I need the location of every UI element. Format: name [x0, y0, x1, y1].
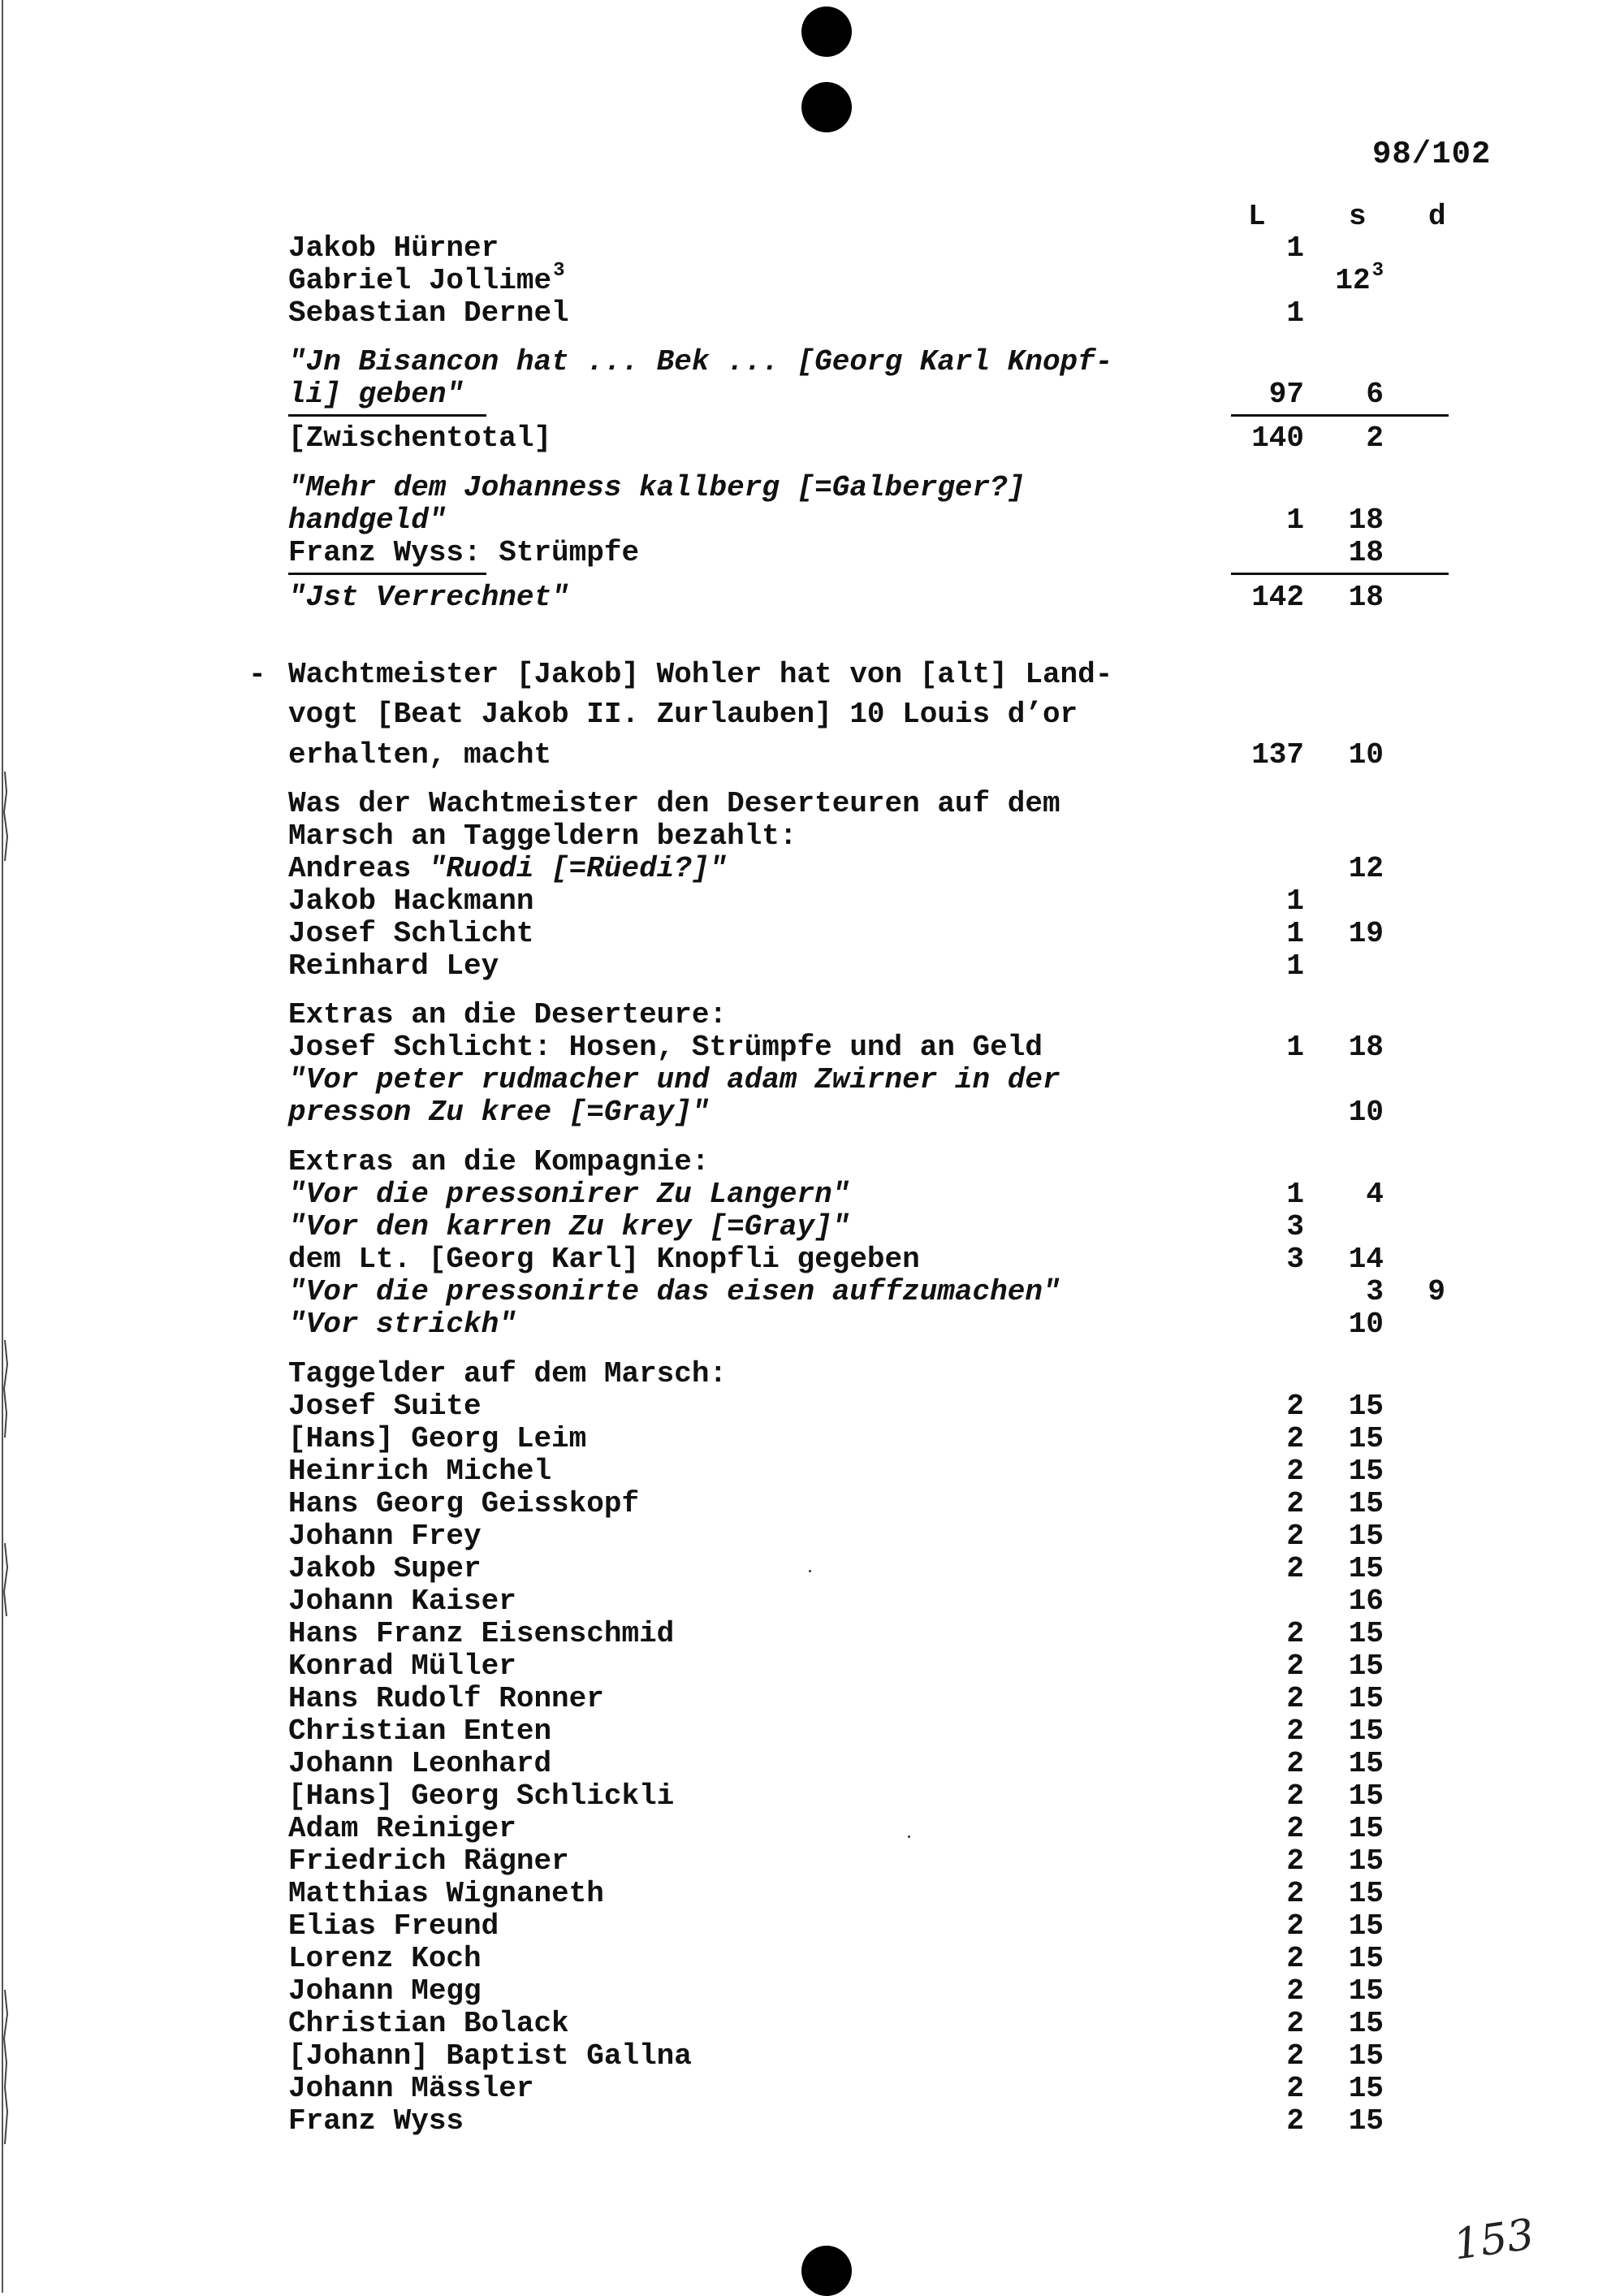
ledger-row: [Johann] Baptist Gallna 2 15	[288, 2039, 1384, 2073]
ledger-row: Christian Bolack 2 15	[288, 2007, 1384, 2040]
ledger-row: Franz Wyss: Strümpfe 18	[288, 536, 1384, 569]
ledger-row: "Vor peter rudmacher und adam Zwirner in der	[288, 1063, 1060, 1096]
ledger-row: Johann Leonhard 2 15	[288, 1747, 1384, 1780]
sum-rule	[1231, 573, 1449, 575]
ledger-row: Franz Wyss 2 15	[288, 2104, 1384, 2138]
ledger-row: Friedrich Rägner 2 15	[288, 1844, 1384, 1878]
sum-rule	[1231, 414, 1449, 417]
ledger-row: Extras an die Deserteure:	[288, 998, 728, 1031]
ledger-row: Hans Georg Geisskopf 2 15	[288, 1487, 1384, 1520]
ledger-row: Adam Reiniger 2 15	[288, 1812, 1384, 1845]
column-header-d: d	[1428, 200, 1446, 233]
ledger-row: - Wachtmeister [Jakob] Wohler hat von [alt] Land-	[248, 658, 1113, 691]
ledger-row: Johann Frey 2 15	[288, 1520, 1384, 1553]
ledger-row: Johann Mässler 2 15	[288, 2072, 1384, 2105]
ledger-row: dem Lt. [Georg Karl] Knopfli gegeben 3 14	[288, 1243, 1384, 1276]
ledger-row: presson Zu kree [=Gray]" 10	[288, 1096, 1384, 1129]
handwritten-folio-number: 153	[1450, 2210, 1537, 2270]
ledger-row: "Vor strickh" 10	[288, 1308, 1384, 1341]
ledger-row: Heinrich Michel 2 15	[288, 1455, 1384, 1488]
ledger-row: Extras an die Kompagnie:	[288, 1145, 710, 1178]
ledger-row: "Vor die pressonirer Zu Langern" 1 4	[288, 1178, 1384, 1211]
ledger-row: erhalten, macht 137 10	[288, 738, 1384, 772]
scan-speck	[809, 1570, 811, 1572]
ledger-row: Was der Wachtmeister den Deserteuren auf dem	[288, 787, 1060, 820]
ledger-row: li] geben" 97 6	[288, 378, 1384, 411]
ledger-row: "Mehr dem Johanness kallberg [=Galberger?]	[288, 471, 1026, 504]
underline-rule	[288, 573, 486, 575]
ledger-row: Christian Enten 2 15	[288, 1714, 1384, 1748]
ledger-row: Johann Kaiser 16	[288, 1585, 1384, 1618]
scan-edge-artifact	[0, 0, 13, 2293]
ledger-row: Lorenz Koch 2 15	[288, 1942, 1384, 1975]
subtotal-row: [Zwischentotal] 140 2	[288, 422, 1384, 455]
punch-hole-top	[801, 6, 852, 57]
ledger-row: Taggelder auf dem Marsch:	[288, 1357, 728, 1390]
ledger-row: Hans Franz Eisenschmid 2 15	[288, 1617, 1384, 1650]
ledger-row: "Vor die pressonirte das eisen auffzumachen" 3 9	[288, 1275, 1445, 1308]
ledger-row: [Hans] Georg Leim 2 15	[288, 1422, 1384, 1455]
ledger-row: Josef Schlicht: Hosen, Strümpfe und an Geld 1 18	[288, 1031, 1384, 1064]
ledger-row: vogt [Beat Jakob II. Zurlauben] 10 Louis d’or	[288, 698, 1078, 731]
total-row: "Jst Verrechnet" 142 18	[288, 581, 1384, 614]
ledger-row: Gabriel Jollime$^3$ $12^3$	[288, 260, 1384, 297]
ledger-row: "Jn Bisancon hat ... Bek ... [Georg Karl Knopf-	[288, 345, 1113, 378]
ledger-row: Jakob Super 2 15	[288, 1552, 1384, 1585]
scan-speck	[908, 1836, 910, 1838]
underline-rule	[288, 414, 486, 417]
ledger-row: Jakob Hackmann 1	[288, 884, 1304, 918]
ledger-row: Reinhard Ley 1	[288, 949, 1304, 983]
ledger-row: "Vor den karren Zu krey [=Gray]" 3	[288, 1210, 1304, 1243]
column-header-l: L	[1248, 200, 1266, 233]
ledger-row: Josef Schlicht 1 19	[288, 917, 1384, 950]
ledger-row: Sebastian Dernel 1	[288, 296, 1304, 330]
ledger-row: [Hans] Georg Schlickli 2 15	[288, 1779, 1384, 1813]
ledger-row: handgeld" 1 18	[288, 504, 1384, 537]
page-number: 98/102	[1372, 136, 1492, 172]
ledger-row: Jakob Hürner 1	[288, 231, 1304, 265]
ledger-row: Marsch an Taggeldern bezahlt:	[288, 819, 797, 853]
column-header-s: s	[1349, 200, 1367, 233]
punch-hole-upper	[801, 82, 852, 132]
ledger-row: Elias Freund 2 15	[288, 1909, 1384, 1943]
ledger-row: Andreas "Ruodi [=Rüedi?]" 12	[288, 852, 1384, 885]
ledger-row: Matthias Wignaneth 2 15	[288, 1877, 1384, 1910]
ledger-row: Hans Rudolf Ronner 2 15	[288, 1682, 1384, 1715]
ledger-row: Konrad Müller 2 15	[288, 1650, 1384, 1683]
ledger-row: Josef Suite 2 15	[288, 1390, 1384, 1423]
punch-hole-bottom	[801, 2246, 852, 2296]
ledger-row: Johann Megg 2 15	[288, 1974, 1384, 2008]
